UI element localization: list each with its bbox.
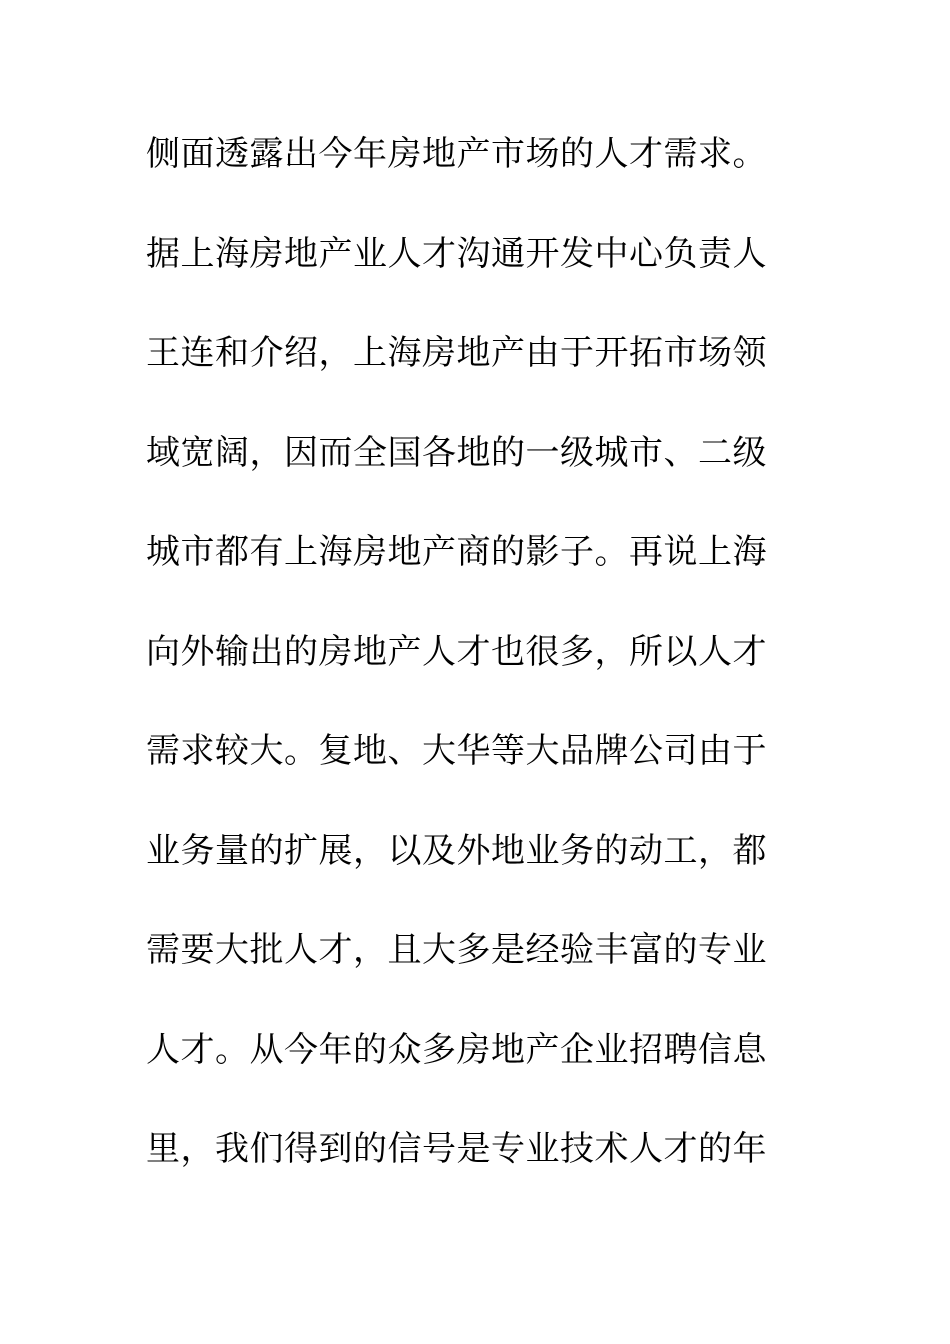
text-line-7: 需求较大。复地、大华等大品牌公司由于 [146, 731, 767, 771]
text-line-10: 人才。从今年的众多房地产企业招聘信息 [146, 1029, 767, 1070]
text-line-4: 域宽阔，因而全国各地的一级城市、二级 [146, 432, 767, 473]
text-line-9: 需要大批人才，且大多是经验丰富的专业 [146, 930, 767, 970]
text-line-2: 据上海房地产业人才沟通开发中心负责人 [146, 233, 767, 274]
text-line-8: 业务量的扩展，以及外地业务的动工，都 [146, 830, 767, 871]
text-line-6: 向外输出的房地产人才也很多，所以人才 [146, 631, 767, 672]
text-line-1: 侧面透露出今年房地产市场的人才需求。 [146, 134, 767, 174]
text-line-5: 城市都有上海房地产商的影子。再说上海 [146, 532, 767, 572]
text-line-3: 王连和介绍，上海房地产由于开拓市场领 [146, 333, 767, 373]
text-line-11: 里，我们得到的信号是专业技术人才的年 [146, 1129, 767, 1169]
body-text [146, 124, 786, 1219]
